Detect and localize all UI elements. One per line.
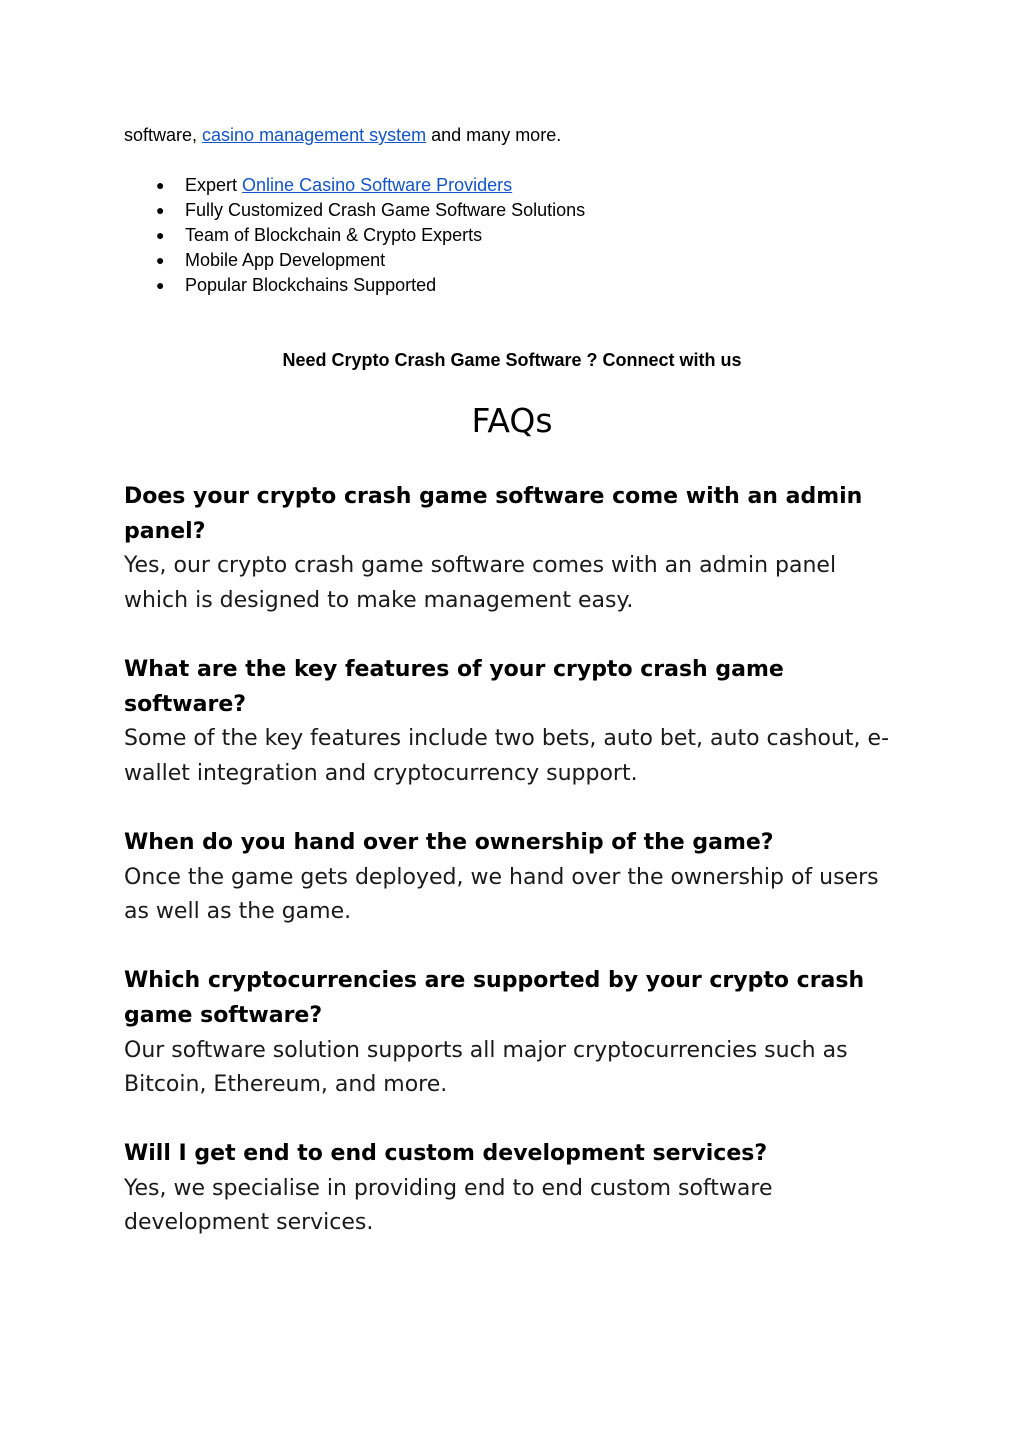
faq-question: When do you hand over the ownership of the game? [124,829,774,855]
faq-item [124,1137,904,1241]
connect-cta-text: Need Crypto Crash Game Software ? Connect with us [282,350,742,370]
faq-answer: Our software solution supports all major cryptocurrencies such as Bitcoin, Ethereum, and more. [124,1037,848,1098]
bullet-icon: ● [156,252,165,268]
faq-answer: Yes, our crypto crash game software comes with an admin panel which is designed to make management easy. [124,553,837,613]
faq-question: Will I get end to end custom development services? [124,1141,768,1167]
bullet-icon: ● [156,277,165,293]
faq-item [124,480,904,618]
intro-paragraph [124,124,561,146]
list-item [124,199,585,224]
intro-suffix: and many more. [426,125,562,145]
bullet-prefix: Expert [185,175,243,195]
intro-prefix: software, [124,125,203,145]
list-item [124,174,585,199]
bullet-text: Fully Customized Crash Game Software Solutions [185,200,586,220]
faq-question: Does your crypto crash game software come with an admin panel? [124,484,863,544]
faq-list [124,480,904,1276]
faq-item [124,964,904,1102]
bullet-icon: ● [156,177,165,193]
faq-answer: Once the game gets deployed, we hand over the ownership of users as well as the game. [124,864,879,925]
list-item [124,224,585,249]
faq-heading: FAQs [471,401,553,440]
faq-question: What are the key features of your crypto crash game software? [124,656,784,717]
casino-management-system-link[interactable]: casino management system [202,125,427,145]
online-casino-software-providers-link[interactable]: Online Casino Software Providers [242,175,513,195]
faq-answer: Yes, we specialise in providing end to end custom software development services. [124,1175,773,1236]
faq-question: Which cryptocurrencies are supported by your crypto crash game software? [124,968,865,1028]
list-item [124,249,585,274]
feature-bullet-list [124,174,585,299]
bullet-text: Mobile App Development [185,250,386,270]
faq-item [124,653,904,791]
faq-answer: Some of the key features include two bets, auto bet, auto cashout, e-wallet integration and cryptocurrency support. [124,726,890,786]
faq-item [124,826,904,930]
bullet-text: Team of Blockchain & Crypto Experts [185,225,483,245]
bullet-icon: ● [156,227,165,243]
bullet-icon: ● [156,202,165,218]
bullet-text: Popular Blockchains Supported [185,275,437,295]
list-item [124,274,585,299]
